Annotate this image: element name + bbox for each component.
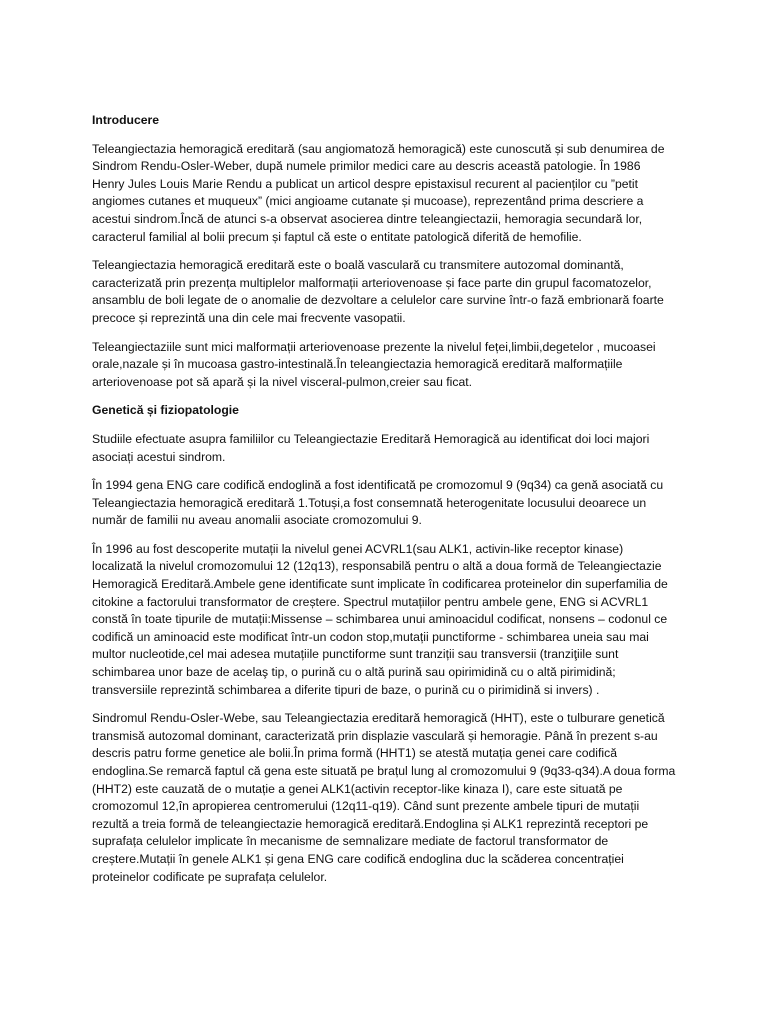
paragraph-genetics-3: În 1996 au fost descoperite mutații la nivelul genei ACVRL1(sau ALK1, activin-like receptor kinase) localizată la nivelul cromozomului 12 (12q13), responsabilă pentru o altă a doua formă de Teleangiectazie Hemoragică Ereditară.Ambele gene identificate sunt implicate în codificarea proteinelor din superfamilia de citokine a factorului transformator de creștere. Spectrul mutațiilor pentru ambele gene, ENG si ACVRL1 constă în toate tipurile de mutații:Missense – schimbarea unui aminoacidul codificat, nonsens – codonul ce codifică un aminoacid este modificat într-un codon stop,mutații punctiforme - schimbarea uneia sau mai multor nucleotide,cel mai adesea mutațiile punctiforme sunt tranziții sau transversii (tranziţiile sunt schimbarea unor baze de acelaş tip, o purină cu o altă purină sau opirimidină cu o altă pirimidină; transversiile reprezintă schimbarea a diferite tipuri de baze, o purină cu o pirimidină si invers) . [92,541,668,697]
paragraph-intro-2: Teleangiectazia hemoragică ereditară este o boală vasculară cu transmitere autozomal dominantă, caracterizată prin prezența multiplelor malformații arteriovenoase și face parte din grupul facomatozelor, ansamblu de boli legate de o anomalie de dezvoltare a celulelor care survine într-o fază embrionară foarte precoce și reprezintă una din cele mai frecvente vasopatii. [92,258,664,325]
section-heading-genetics: Genetică și fiziopatologie [92,403,239,418]
paragraph-intro-1: Teleangiectazia hemoragică ereditară (sau angiomatoză hemoragică) este cunoscută și sub denumirea de Sindrom Rendu-Osler-Weber, după numele primilor medici care au descris această patologie. În 1986 Henry Jules Louis Marie Rendu a publicat un articol despre epistaxisul recurent al pacienților cu ”petit angiomes cutanes et muqueux” (mici angioame cutanate și mucoase), reprezentând prima descriere a acestui sindrom.Încă de atunci s-a observat asocierea dintre teleangiectazii, hemoragia secundară lor, caracterul familial al bolii precum și faptul că este o entitate patologică diferită de hemofilie. [92,141,665,244]
paragraph-genetics-1: Studiile efectuate asupra familiilor cu Teleangiectazie Ereditară Hemoragică au identificat doi loci majori asociați acestui sindrom. [92,431,650,464]
paragraph-genetics-2: În 1994 gena ENG care codifică endoglină a fost identificată pe cromozomul 9 (9q34) ca genă asociată cu Teleangiectazia hemoragică ereditară 1.Totuși,a fost consemnată heterogenitate locusului deoarece un număr de familii nu aveau anomalii asociate cromozomului 9. [92,478,664,528]
paragraph-intro-3: Teleangiectaziile sunt mici malformații arteriovenoase prezente la nivelul feței,limbii,degetelor , mucoasei orale,nazale și în mucoasa gastro-intestinală.În teleangiectazia hemoragică ereditară malformațiile arteriovenoase pot să apară și la nivel visceral-pulmon,creier sau ficat. [92,339,656,389]
section-heading-introduction: Introducere [92,113,160,127]
paragraph-genetics-4: Sindromul Rendu-Osler-Webe, sau Teleangiectazia ereditară hemoragică (HHT), este o tulburare genetică transmisă autozomal dominant, caracterizată prin displazie vasculară și hemoragie. Până în prezent s-au descris patru forme genetice ale bolii.În prima formă (HHT1) se atestă mutația genei care codifică endoglina.Se remarcă faptul că gena este situată pe brațul lung al cromozomului 9 (9q33-q34).A doua forma (HHT2) este cauzată de o mutație a genei ALK1(activin receptor-like kinaza I), care este situată pe cromozomul 12,în apropierea centromerului (12q11-q19). Când sunt prezente ambele tipuri de mutații rezultă a treia formă de teleangiectazie hemoragică ereditară.Endoglina și ALK1 reprezintă receptori pe suprafața celulelor implicate în mecanisme de semnalizare mediate de factorul transformator de creștere.Mutații în genele ALK1 și gena ENG care codifică endoglina duc la scăderea concentrației proteinelor codificate pe suprafața celulelor. [92,711,676,884]
